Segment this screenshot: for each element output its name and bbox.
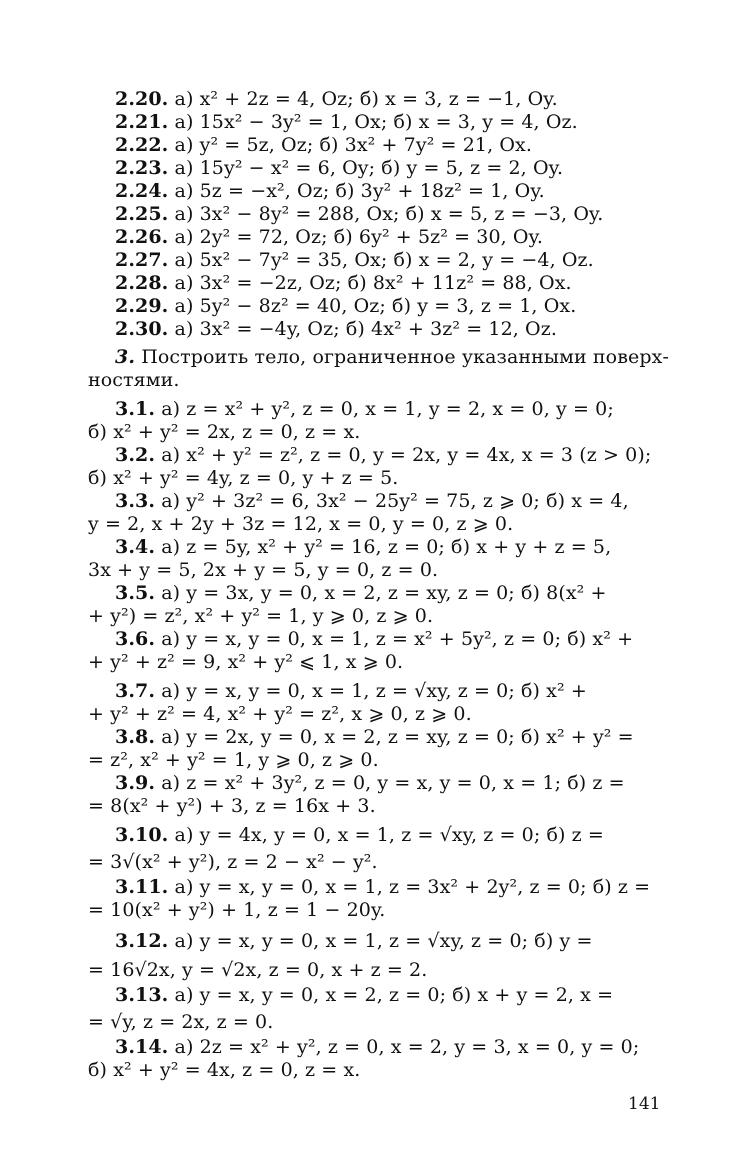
problem-text: а) 15x² − 3y² = 1, Ox; б) x = 3, y = 4, Oz. (174, 111, 578, 133)
problem-3-5 (115, 581, 607, 605)
problem-number: 3.5. (115, 582, 156, 604)
problem-text: а) z = x² + 3y², z = 0, y = x, y = 0, x = 1; б) z = (161, 772, 625, 794)
problem-text: а) y² = 5z, Oz; б) 3x² + 7y² = 21, Ox. (174, 134, 533, 156)
problem-2-23 (115, 156, 563, 180)
problem-3-3-cont (88, 512, 513, 536)
problem-number: 2.28. (115, 272, 169, 294)
problem-number: 3.14. (115, 1036, 169, 1058)
problem-text-cont: = 10(x² + y²) + 1, z = 1 − 20y. (88, 899, 386, 921)
problem-text-cont: y = 2, x + 2y + 3z = 12, x = 0, y = 0, z ⩾ 0. (88, 513, 514, 535)
problem-3-6 (115, 627, 633, 651)
problem-3-2-cont (88, 466, 398, 490)
problem-number: 3.12. (115, 930, 169, 952)
problem-text: а) y = 2x, y = 0, x = 2, z = xy, z = 0; б) x² + y² = (161, 726, 634, 748)
problem-3-4-cont (88, 558, 438, 582)
problem-2-27 (115, 248, 594, 272)
problem-3-10-cont (88, 850, 378, 874)
problem-text-cont: б) x² + y² = 4y, z = 0, y + z = 5. (88, 467, 399, 489)
problem-text: а) z = x² + y², z = 0, x = 1, y = 2, x = 0, y = 0; (161, 398, 614, 420)
problem-text: а) y = x, y = 0, x = 1, z = √xy, z = 0; б) x² + (161, 680, 587, 702)
problem-text-cont: 3x + y = 5, 2x + y = 5, y = 0, z = 0. (88, 559, 439, 581)
problem-3-8 (115, 725, 634, 749)
problem-2-20 (115, 87, 558, 111)
problem-2-22 (115, 133, 532, 157)
problem-number: 2.24. (115, 180, 169, 202)
problem-number: 3.4. (115, 536, 156, 558)
problem-2-28 (115, 271, 572, 295)
problem-number: 3.7. (115, 680, 156, 702)
problem-2-29 (115, 294, 576, 318)
problem-3-12-cont (88, 958, 427, 982)
problem-3-1-cont (88, 420, 360, 444)
problem-3-13-cont (88, 1010, 273, 1034)
problem-number: 3.9. (115, 772, 156, 794)
problem-text: а) 2y² = 72, Oz; б) 6y² + 5z² = 30, Oy. (174, 226, 544, 248)
problem-3-12 (115, 929, 592, 953)
problem-3-9-cont (88, 794, 376, 818)
problem-text: а) y = x, y = 0, x = 1, z = 3x² + 2y², z = 0; б) z = (174, 876, 651, 898)
problem-3-8-cont (88, 748, 379, 772)
problem-2-21 (115, 110, 578, 134)
problem-number: 3.10. (115, 824, 169, 846)
problem-number: 3.11. (115, 876, 169, 898)
problem-text: а) 2z = x² + y², z = 0, x = 2, y = 3, x = 0, y = 0; (174, 1036, 640, 1058)
problem-number: 2.21. (115, 111, 169, 133)
problem-number: 3.1. (115, 398, 156, 420)
problem-number: 2.22. (115, 134, 169, 156)
problem-number: 2.30. (115, 318, 169, 340)
page-number: 141 (628, 1094, 661, 1114)
problem-number: 2.20. (115, 88, 169, 110)
problem-text: а) 5y² − 8z² = 40, Oz; б) y = 3, z = 1, Ox. (174, 295, 577, 317)
problem-text-cont: + y²) = z², x² + y² = 1, y ⩾ 0, z ⩾ 0. (88, 605, 434, 627)
problem-number: 3.13. (115, 984, 169, 1006)
problem-3-9 (115, 771, 625, 795)
problem-number: 2.27. (115, 249, 169, 271)
problem-number: 2.23. (115, 157, 169, 179)
problem-3-3 (115, 489, 629, 513)
problem-3-14-cont (88, 1058, 360, 1082)
problem-3-14 (115, 1035, 639, 1059)
problem-text: а) x² + y² = z², z = 0, y = 2x, y = 4x, x = 3 (z > 0); (161, 444, 652, 466)
problem-3-7-cont (88, 702, 472, 726)
problem-number: 3.2. (115, 444, 156, 466)
problem-text: а) x² + 2z = 4, Oz; б) x = 3, z = −1, Oy. (174, 88, 558, 110)
section-number: 3. (115, 346, 136, 368)
problem-text: а) z = 5y, x² + y² = 16, z = 0; б) x + y + z = 5, (161, 536, 612, 558)
problem-text-cont: б) x² + y² = 2x, z = 0, z = x. (88, 421, 361, 443)
section-3-intro-cont (88, 368, 180, 392)
problem-number: 3.8. (115, 726, 156, 748)
problem-text-cont: + y² + z² = 9, x² + y² ⩽ 1, x ⩾ 0. (88, 651, 404, 673)
problem-number: 3.6. (115, 628, 156, 650)
problem-2-30 (115, 317, 557, 341)
problem-text-cont: = z², x² + y² = 1, y ⩾ 0, z ⩾ 0. (88, 749, 379, 771)
problem-2-25 (115, 202, 603, 226)
problem-number: 2.26. (115, 226, 169, 248)
problem-3-1 (115, 397, 614, 421)
problem-3-13 (115, 983, 613, 1007)
problem-3-7 (115, 679, 587, 703)
problem-number: 3.3. (115, 490, 156, 512)
section-intro-line-1: Построить тело, ограниченное указанными поверх- (141, 346, 669, 368)
problem-text: а) 5z = −x², Oz; б) 3y² + 18z² = 1, Oy. (174, 180, 545, 202)
problem-3-2 (115, 443, 651, 467)
problem-text: а) y = x, y = 0, x = 1, z = x² + 5y², z = 0; б) x² + (161, 628, 634, 650)
problem-text: а) y = x, y = 0, x = 2, z = 0; б) x + y = 2, x = (174, 984, 614, 1006)
section-3-intro (115, 345, 669, 369)
problem-number: 2.29. (115, 295, 169, 317)
problem-text: а) y = 4x, y = 0, x = 1, z = √xy, z = 0; б) z = (174, 824, 604, 846)
problem-text: а) 15y² − x² = 6, Oy; б) y = 5, z = 2, Oy. (174, 157, 564, 179)
problem-text-cont: + y² + z² = 4, x² + y² = z², x ⩾ 0, z ⩾ 0. (88, 703, 472, 725)
problem-text: а) 5x² − 7y² = 35, Ox; б) x = 2, y = −4, Oz. (174, 249, 594, 271)
problem-text-cont: = 8(x² + y²) + 3, z = 16x + 3. (88, 795, 376, 817)
problem-text: а) 3x² = −4y, Oz; б) 4x² + 3z² = 12, Oz. (174, 318, 557, 340)
problem-text-cont: = 16√2x, y = √2x, z = 0, x + z = 2. (88, 959, 428, 981)
problem-2-24 (115, 179, 545, 203)
problem-text-cont: = 3√(x² + y²), z = 2 − x² − y². (88, 851, 378, 873)
problem-3-11-cont (88, 898, 385, 922)
problem-3-6-cont (88, 650, 403, 674)
problem-3-11 (115, 875, 650, 899)
problem-text: а) y² + 3z² = 6, 3x² − 25y² = 75, z ⩾ 0; б) x = 4, (161, 490, 629, 512)
problem-text: а) y = x, y = 0, x = 1, z = √xy, z = 0; б) y = (174, 930, 593, 952)
section-intro-line-2: ностями. (88, 369, 180, 391)
problem-3-10 (115, 823, 604, 847)
problem-text-cont: = √y, z = 2x, z = 0. (88, 1011, 274, 1033)
problem-text: а) 3x² − 8y² = 288, Ox; б) x = 5, z = −3, Oy. (174, 203, 604, 225)
problem-2-26 (115, 225, 543, 249)
problem-number: 2.25. (115, 203, 169, 225)
problem-text: а) y = 3x, y = 0, x = 2, z = xy, z = 0; б) 8(x² + (161, 582, 607, 604)
problem-3-5-cont (88, 604, 433, 628)
problem-text: а) 3x² = −2z, Oz; б) 8x² + 11z² = 88, Ox. (174, 272, 572, 294)
problem-text-cont: б) x² + y² = 4x, z = 0, z = x. (88, 1059, 361, 1081)
problem-3-4 (115, 535, 611, 559)
